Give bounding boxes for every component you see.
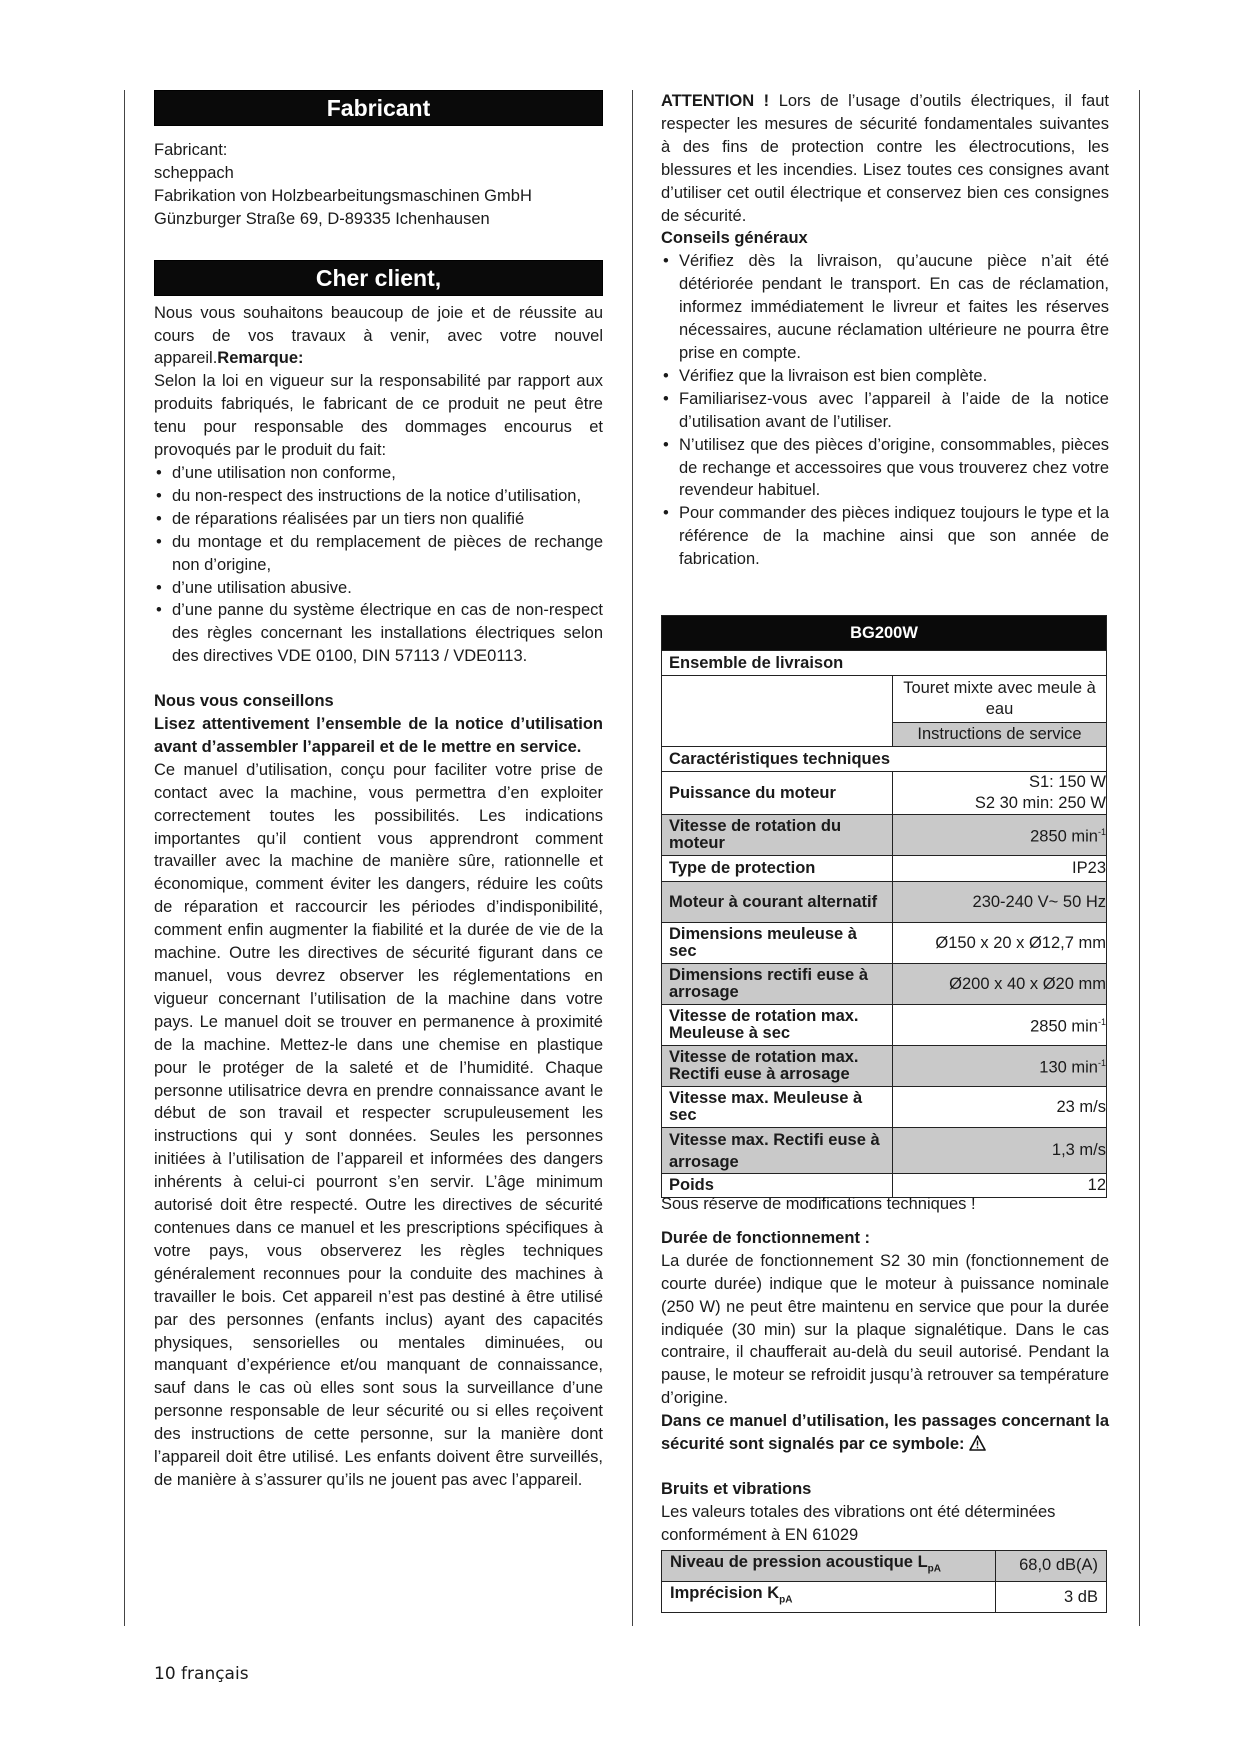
page-language: français [181,1664,249,1684]
list-item: • de réparations réalisées par un tiers non qualifié [154,508,603,531]
manufacturer-line: scheppach [154,163,234,182]
duration-text: La durée de fonctionnement S2 30 min (fonctionnement de courte durée) indique que le moteur à puissance nominale (250 W) ne peut être maintenu en service que pour la durée indiquée (30 min) sur la plaque signalétique. Dans le cas contraire, il chaufferait au-delà du seuil autorisé. Pendant la pause, le moteur se refroidit jusqu’à retrouver sa température d’origine. [661,1251,1109,1408]
spec-label: Puissance du moteur [662,772,893,815]
safety-note [661,1410,1109,1456]
advice-title: Nous vous conseillons [154,692,334,711]
customer-intro [154,302,603,371]
advice-body: Ce manuel d’utilisation, conçu pour faciliter votre prise de contact avec la machine, vous permettra d’en exploiter correctement toutes les possibilités. Les indications importantes qu’il contient vous apprendront comment travailler avec la machine de manière sûre, rationnelle et économique, comment éviter les dangers, réduire les coûts de réparation et raccourcir les périodes d’indisponibilité, comment enfin augmenter la fiabilité et la durée de vie de la machine. Outre les directives de sécurité figurant dans ce manuel, vous devrez observer les réglementations en vigueur concernant l’utilisation de la machine dans votre pays. Le manuel doit se trouver en permanence à proximité de la machine. Mettez-le dans une chemise en plastique pour le protéger de la saleté et de l’humidité. Chaque personne utilisatrice devra en prendre connaissance avant le début de son travail et respecter scrupuleusement les instructions qui y sont données. Seules les personnes initiées à l’utilisation de l’appareil et informées des dangers inhérents à celui-ci pourront s’en servir. L’âge minimum autorisé doit être respecté. Outre les directives de sécurité contenues dans ce manuel et les prescriptions spécifiques à votre pays, vous observerez les règles techniques généralement reconnues pour la conduite des machines à travailler le bois. Cet appareil n’est pas destiné à être utilisé par des personnes (enfants inclus) ayant des capacités physiques, sensorielles ou mentales diminuées, ou manquant d’expérience et/ou manquant de connaissance, sauf dans le cas où elles sont sous la surveillance d’une personne responsable de leur sécurité ou si elles reçoivent des instructions de cette personne, sur la manière dont l’appareil doit être utilisé. Les enfants doivent être surveillés, de manière à s’assurer qu’ils ne jouent pas avec l’appareil. [154,760,603,1489]
attention-paragraph [661,90,1109,227]
spec-row [662,964,1107,1005]
tech-title-row [662,747,1107,772]
spec-value: Ø150 x 20 x Ø12,7 mm [893,923,1107,964]
list-item: • du montage et du remplacement de pièces de rechange non d’origine, [154,531,603,577]
delivery-title: Ensemble de livraison [662,651,1107,676]
spec-label: Vitesse max. Rectifi euse à arrosage [662,1128,893,1174]
warning-triangle-icon [969,1435,986,1451]
spec-label: Vitesse max. Meuleuse à sec [662,1087,893,1128]
noise-table [661,1550,1107,1613]
spec-label: Dimensions meuleuse à sec [662,923,893,964]
spec-note: Sous réserve de modifications techniques ! [661,1195,976,1214]
manufacturer-heading: Fabricant [154,90,603,126]
spec-value-text: 130 min [1039,1058,1098,1077]
page-number: 10 [154,1664,176,1684]
spec-label: Type de protection [662,856,893,882]
left-column [154,90,603,1492]
manufacturer-line: Günzburger Straße 69, D-89335 Ichenhausen [154,209,490,228]
delivery-empty-cell [662,676,893,747]
spec-header-row [662,616,1107,651]
list-item: • N’utilisez que des pièces d’origine, consommables, pièces de rechange et accessoires que vous trouverez chez votre revendeur habituel. [661,434,1109,503]
spec-row [662,815,1107,856]
spec-value-line: S1: 150 W [1028,773,1106,792]
attention-text: Lors de l’usage d’outils électriques, il faut respecter les mesures de sécurité fondamentales suivantes à des fins de protection contre les électrocutions, les blessures et les incendies. Lisez toutes ces consignes avant d’utiliser cet outil électrique et conservez bien ces consignes de sécurité. [661,92,1109,225]
spec-row [662,923,1107,964]
list-item: • Vérifiez que la livraison est bien complète. [661,365,1109,388]
noise-label [662,1550,996,1581]
spec-table [661,615,1107,1198]
page-footer [154,1664,249,1684]
spec-label: Moteur à courant alternatif [662,882,893,923]
spec-label: Vitesse de rotation max. Rectifi euse à arrosage [662,1046,893,1087]
spec-row [662,1087,1107,1128]
spec-label: Vitesse de rotation max. Meuleuse à sec [662,1005,893,1046]
general-list [661,250,1109,571]
advice-bold-text: Lisez attentivement l’ensemble de la notice d’utilisation avant d’assembler l’appareil et de le mettre en service. [154,715,603,756]
spec-row [662,856,1107,882]
list-item: • Familiarisez-vous avec l’appareil à l’aide de la notice d’utilisation avant de l’utiliser. [661,388,1109,434]
noise-value: 68,0 dB(A) [995,1550,1106,1581]
noise-row [662,1550,1107,1581]
spec-value: 12 [893,1174,1107,1198]
spec-row [662,1128,1107,1174]
noise-label-text: Imprécision K [670,1583,780,1602]
noise-text: Les valeurs totales des vibrations ont été déterminées conformément à EN 61029 [661,1502,1056,1544]
list-item: • Pour commander des pièces indiquez toujours le type et la référence de la machine ainsi que son année de fabrication. [661,502,1109,571]
spec-value-text: 2850 min [1030,827,1098,846]
delivery-item: Touret mixte avec meule à eau [893,676,1107,723]
right-column [661,90,1109,1613]
spec-row [662,772,1107,815]
manufacturer-block [154,139,603,231]
noise-row [662,1581,1107,1612]
advice-block [154,690,603,1492]
spec-value [893,815,1107,856]
spec-label: Vitesse de rotation du moteur [662,815,893,856]
noise-label-text: Niveau de pression acoustique L [670,1552,928,1571]
spec-value: Ø200 x 40 x Ø20 mm [893,964,1107,1005]
spec-row [662,1005,1107,1046]
tech-title: Caractéristiques techniques [662,747,1107,772]
list-item: • du non-respect des instructions de la notice d’utilisation, [154,485,603,508]
duration-title: Durée de fonctionnement : [661,1228,871,1247]
spec-value: 1,3 m/s [893,1128,1107,1174]
left-margin-rule [124,90,125,1626]
customer-heading: Cher client, [154,260,603,296]
list-item: • d’une panne du système électrique en cas de non-respect des règles concernant les installations électriques selon des directives VDE 0100, DIN 57113 / VDE0113. [154,599,603,668]
remark-label: Remarque: [217,349,304,368]
spec-value-text: 2850 min [1030,1017,1098,1036]
spec-row [662,882,1107,923]
noise-label-sub: pA [779,1594,793,1606]
right-margin-rule [1139,90,1140,1626]
liability-list [154,462,603,668]
list-item: • d’une utilisation abusive. [154,577,603,600]
list-item: • Vérifiez dès la livraison, qu’aucune pièce n’ait été détériorée pendant le transport. En cas de réclamation, informez immédiatement le livreur et faites les réserves nécessaires, aucune réclamation ultérieure ne pourra être prise en compte. [661,250,1109,365]
manufacturer-line: Fabricant: [154,141,228,159]
spec-value-sup: -1 [1097,1058,1106,1069]
duration-block [661,1227,1109,1456]
delivery-row [662,676,1107,723]
delivery-title-row [662,651,1107,676]
spec-value-sup: -1 [1097,1017,1106,1028]
spec-label: Dimensions rectifi euse à arrosage [662,964,893,1005]
general-title: Conseils généraux [661,229,808,248]
spec-row [662,1046,1107,1087]
list-item: • d’une utilisation non conforme, [154,462,603,485]
noise-label-sub: pA [927,1563,941,1575]
spec-value: IP23 [893,856,1107,882]
spec-label: Poids [662,1174,893,1198]
delivery-item: Instructions de service [893,723,1107,747]
spec-value [893,1046,1107,1087]
spec-value [893,772,1107,815]
noise-value: 3 dB [995,1581,1106,1612]
noise-block [661,1478,1109,1613]
spec-value: 230-240 V~ 50 Hz [893,882,1107,923]
remark-text: Selon la loi en vigueur sur la responsabilité par rapport aux produits fabriqués, le fabricant de ce produit ne peut être tenu pour responsable des dommages encourus et provoqués par le produit du fait: [154,372,603,460]
noise-label [662,1581,996,1612]
spec-value-line: S2 30 min: 250 W [974,794,1106,813]
model-name: BG200W [662,616,1107,651]
safety-note-text: Dans ce manuel d’utilisation, les passages concernant la sécurité sont signalés par ce symbole: [661,1412,1109,1454]
spec-value [893,1005,1107,1046]
column-divider-rule [632,90,633,1626]
spec-value: 23 m/s [893,1087,1107,1128]
spec-value-sup: -1 [1097,827,1106,838]
customer-intro-text: Nous vous souhaitons beaucoup de joie et de réussite au cours de vos travaux à venir, avec votre nouvel appareil. [154,303,603,368]
noise-title: Bruits et vibrations [661,1480,812,1498]
attention-label: ATTENTION ! [661,92,770,110]
customer-block [154,302,603,669]
manufacturer-line: Fabrikation von Holzbearbeitungsmaschinen GmbH [154,186,532,205]
